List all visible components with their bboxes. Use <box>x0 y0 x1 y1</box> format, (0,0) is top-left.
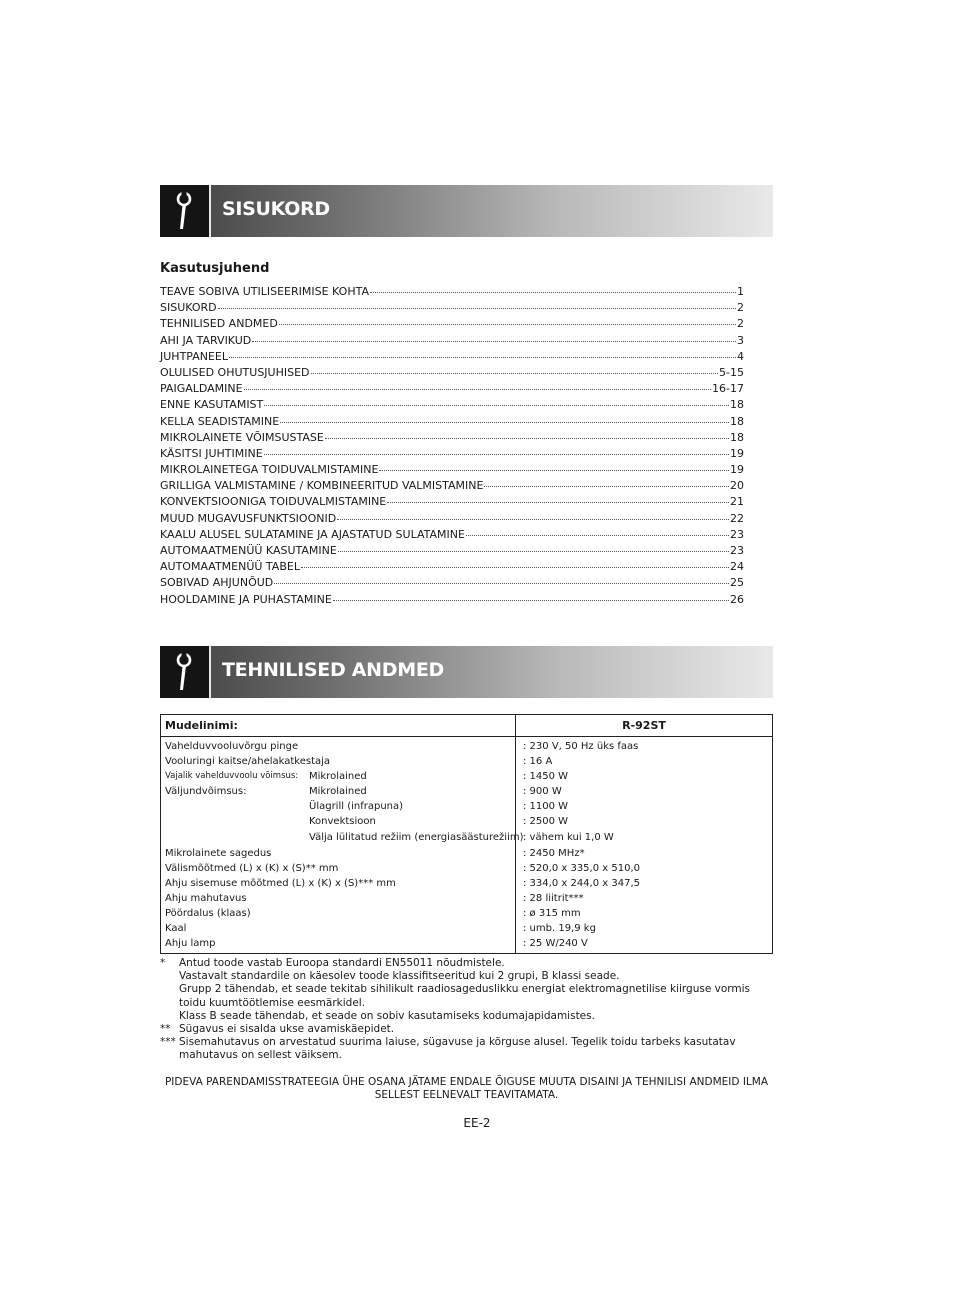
spec-sublabel: Ülagrill (infrapuna) <box>309 801 404 813</box>
toc-entry-page: 16-17 <box>712 382 744 396</box>
toc-entry-page: 19 <box>730 446 744 460</box>
toc-entry <box>160 544 744 560</box>
toc-leader-dots <box>325 438 729 439</box>
toc-entry <box>160 447 744 463</box>
spec-value: : ø 315 mm <box>523 908 581 920</box>
spec-value: : vähem kui 1,0 W <box>523 831 614 843</box>
footnote-text <box>179 1023 773 1036</box>
toc-entry <box>160 512 744 528</box>
contents-banner <box>160 185 773 237</box>
spec-label: Vajalik vahelduvvoolu võimsus: <box>165 771 299 782</box>
spec-label-line <box>165 769 515 784</box>
spec-sublabel: Konvektsioon <box>309 816 376 828</box>
spec-sublabel: Mikrolained <box>309 786 367 798</box>
toc-leader-dots <box>370 292 736 293</box>
spec-sublabel: Välja lülitatud režiim (energiasäästurežiim) <box>309 831 524 843</box>
spec-value: : 520,0 x 335,0 x 510,0 <box>523 862 640 874</box>
toc-leader-dots <box>387 502 729 503</box>
page-number: EE-2 <box>463 1116 491 1130</box>
spec-value: : 1100 W <box>523 801 569 813</box>
spec-value: : 1450 W <box>523 771 569 783</box>
toc-entry <box>160 317 744 333</box>
toc-entry <box>160 576 744 592</box>
toc-entry <box>160 350 744 366</box>
spec-label-line <box>165 876 515 891</box>
spec-label: Kaal <box>165 923 187 935</box>
toc-entry-page: 23 <box>730 527 744 541</box>
toc-entry-page: 22 <box>730 511 744 525</box>
toc-leader-dots <box>466 535 729 536</box>
footnote-line: Vastavalt standardile on käesolev toode klassifitseeritud kui 2 grupi, B klassi seade. <box>179 970 620 983</box>
spec-value: : 334,0 x 244,0 x 347,5 <box>523 877 640 889</box>
footnote <box>160 1036 773 1062</box>
footnote-line: Sügavus ei sisalda ukse avamiskäepidet. <box>179 1023 395 1036</box>
spec-value: : 16 A <box>523 756 553 768</box>
spec-labels <box>161 737 524 953</box>
toc-leader-dots <box>338 551 729 552</box>
toc-entry-page: 18 <box>730 398 744 412</box>
spec-label-line <box>165 921 515 936</box>
toc-entry-page: 5-15 <box>719 365 744 379</box>
spec-label-line <box>165 936 515 951</box>
toc-entry-label: MIKROLAINETEGA TOIDUVALMISTAMINE <box>160 463 379 477</box>
toc-entry <box>160 366 744 382</box>
toc-entry-page: 25 <box>730 576 744 590</box>
footnote-line: Sisemahutavus on arvestatud suurima laiuse, sügavuse ja kõrguse alusel. Tegelik toidu tarbeks kasutatav mahutavus on sellest väiksem. <box>179 1036 736 1062</box>
toc-entry-page: 2 <box>737 301 744 315</box>
toc-entry-label: MIKROLAINETE VÕIMSUSTASE <box>160 430 324 444</box>
spec-label-line <box>165 891 515 906</box>
toc-entry-label: SISUKORD <box>160 301 217 315</box>
spec-label: Välismõõtmed (L) x (K) x (S)** mm <box>165 862 339 874</box>
toc-entry <box>160 479 744 495</box>
toc-entry-page: 3 <box>737 333 744 347</box>
model-value: R-92ST <box>516 715 773 737</box>
toc-entry-label: HOOLDAMINE JA PUHASTAMINE <box>160 592 332 606</box>
spec-label-line <box>165 799 515 814</box>
toc-entry <box>160 382 744 398</box>
toc-leader-dots <box>337 519 729 520</box>
spec-value: : umb. 19,9 kg <box>523 923 596 935</box>
footnote-line: Antud toode vastab Euroopa standardi EN55011 nõudmistele. <box>179 957 505 969</box>
wrench-icon <box>160 646 211 698</box>
toc-entry-page: 24 <box>730 560 744 574</box>
table-of-contents <box>160 285 744 609</box>
toc-entry <box>160 593 744 609</box>
toc-entry-page: 26 <box>730 592 744 606</box>
contents-title: SISUKORD <box>222 198 330 220</box>
toc-entry-label: KONVEKTSIOONIGA TOIDUVALMISTAMINE <box>160 495 387 509</box>
wrench-icon <box>160 185 211 237</box>
toc-entry <box>160 431 744 447</box>
toc-entry-page: 1 <box>737 285 744 298</box>
toc-entry-page: 2 <box>737 317 744 331</box>
footnote-marker: ** <box>160 1023 171 1036</box>
toc-entry-label: AHI JA TARVIKUD <box>160 333 252 347</box>
toc-entry-label: TEHNILISED ANDMED <box>160 317 278 331</box>
toc-entry <box>160 398 744 414</box>
toc-leader-dots <box>274 583 729 584</box>
spec-label-line <box>165 754 515 769</box>
toc-leader-dots <box>218 308 736 309</box>
spec-value: : 900 W <box>523 786 562 798</box>
spec-label: Mikrolainete sagedus <box>165 847 272 859</box>
toc-entry-label: GRILLIGA VALMISTAMINE / KOMBINEERITUD VALMISTAMINE <box>160 479 484 493</box>
spec-label-line <box>165 906 515 921</box>
spec-label: Vooluringi kaitse/ahelakatkestaja <box>165 756 331 768</box>
toc-leader-dots <box>333 600 729 601</box>
toc-entry-label: JUHTPANEEL <box>160 349 228 363</box>
spec-label: Vahelduvvooluvõrgu pinge <box>165 741 299 752</box>
toc-heading: Kasutusjuhend <box>160 261 270 276</box>
spec-values <box>516 737 772 953</box>
footnote-text <box>179 1036 773 1062</box>
toc-entry-label: TEAVE SOBIVA UTILISEERIMISE KOHTA <box>160 285 369 298</box>
toc-entry-page: 19 <box>730 463 744 477</box>
toc-entry <box>160 528 744 544</box>
spec-label-line <box>165 739 515 754</box>
specs-title: TEHNILISED ANDMED <box>222 659 444 681</box>
spec-label-line <box>165 830 524 845</box>
toc-entry-label: AUTOMAATMENÜÜ TABEL <box>160 560 300 574</box>
toc-leader-dots <box>229 357 736 358</box>
footnote <box>160 957 773 1023</box>
toc-leader-dots <box>484 486 729 487</box>
spec-label: Ahju sisemuse mõõtmed (L) x (K) x (S)*** mm <box>165 877 396 889</box>
toc-entry <box>160 301 744 317</box>
toc-leader-dots <box>264 454 729 455</box>
toc-entry-label: OLULISED OHUTUSJUHISED <box>160 365 310 379</box>
toc-entry <box>160 560 744 576</box>
spec-value: : 2500 W <box>523 816 569 828</box>
specs-banner <box>160 646 773 698</box>
toc-leader-dots <box>301 567 729 568</box>
spec-label-line <box>165 784 515 799</box>
footnote-line: Klass B seade tähendab, et seade on sobiv kasutamiseks kodumajapidamistes. <box>179 1009 595 1022</box>
toc-entry-page: 23 <box>730 544 744 557</box>
spec-label: Pöördalus (klaas) <box>165 908 251 920</box>
toc-leader-dots <box>244 389 711 390</box>
toc-leader-dots <box>279 324 736 325</box>
toc-entry <box>160 463 744 479</box>
footnote <box>160 1023 773 1036</box>
toc-entry-label: PAIGALDAMINE <box>160 382 243 396</box>
spec-label-line <box>165 814 515 829</box>
toc-entry-page: 21 <box>730 495 744 509</box>
model-label: Mudelinimi: <box>161 715 516 737</box>
spec-label-line <box>165 846 515 861</box>
toc-leader-dots <box>311 373 719 374</box>
spec-value: : 230 V, 50 Hz üks faas <box>523 741 639 752</box>
spec-sublabel: Mikrolained <box>309 771 367 783</box>
toc-leader-dots <box>264 405 729 406</box>
spec-label: Ahju lamp <box>165 938 216 950</box>
toc-leader-dots <box>379 470 729 471</box>
spec-label: Väljundvõimsus: <box>165 786 247 798</box>
disclaimer: PIDEVA PARENDAMISSTRATEEGIA ÜHE OSANA JÄTAME ENDALE ÕIGUSE MUUTA DISAINI JA TEHNILISI ANDMEID ILMA SELLEST EELNEVALT TEAVITAMATA. <box>164 1076 769 1101</box>
toc-entry-label: KÄSITSI JUHTIMINE <box>160 446 263 460</box>
toc-entry-label: MUUD MUGAVUSFUNKTSIOONID <box>160 511 337 525</box>
specs-table <box>160 714 773 954</box>
toc-entry-label: KAALU ALUSEL SULATAMINE JA AJASTATUD SULATAMINE <box>160 527 465 541</box>
toc-entry <box>160 334 744 350</box>
toc-leader-dots <box>280 422 729 423</box>
footnote-marker: *** <box>160 1036 176 1049</box>
spec-label-line <box>165 861 515 876</box>
spec-value: : 25 W/240 V <box>523 938 588 950</box>
footnotes <box>160 957 773 1063</box>
footnote-text <box>179 957 773 1023</box>
toc-entry-page: 18 <box>730 430 744 444</box>
toc-entry <box>160 285 744 301</box>
toc-leader-dots <box>252 341 736 342</box>
toc-entry-label: KELLA SEADISTAMINE <box>160 414 280 428</box>
toc-entry-page: 4 <box>737 349 744 363</box>
toc-entry-page: 18 <box>730 414 744 428</box>
toc-entry <box>160 415 744 431</box>
spec-value: : 28 liitrit*** <box>523 892 584 904</box>
toc-entry <box>160 495 744 511</box>
toc-entry-label: AUTOMAATMENÜÜ KASUTAMINE <box>160 544 337 557</box>
toc-entry-page: 20 <box>730 479 744 493</box>
spec-value: : 2450 MHz* <box>523 847 585 859</box>
footnote-line: Grupp 2 tähendab, et seade tekitab sihilikult raadiosageduslikku energiat elektromagnetilise kiirguse vormis toidu kuumtöötlemise eesmärkidel. <box>179 983 751 1009</box>
spec-label: Ahju mahutavus <box>165 892 247 904</box>
toc-entry-label: SOBIVAD AHJUNÕUD <box>160 576 274 590</box>
footnote-marker: * <box>160 957 166 969</box>
toc-entry-label: ENNE KASUTAMIST <box>160 398 264 412</box>
